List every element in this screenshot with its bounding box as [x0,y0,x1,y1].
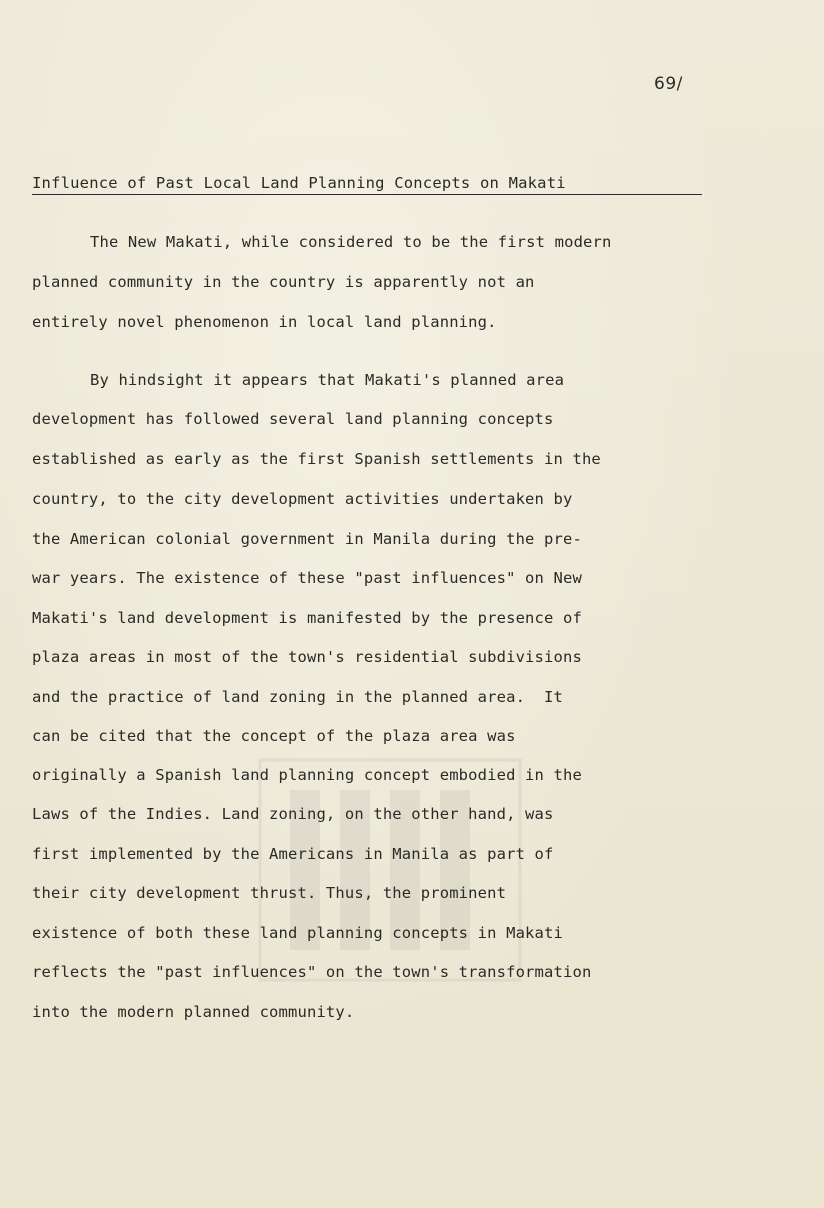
paragraph-line: By hindsight it appears that Makati's planned area [90,371,565,389]
paragraph-line: The New Makati, while considered to be the first modern [90,233,612,251]
paragraph-line: entirely novel phenomenon in local land planning. [32,313,497,331]
paragraph-line: established as early as the first Spanish settlements in the [32,450,601,468]
paragraph-line: originally a Spanish land planning concept embodied in the [32,766,582,784]
paragraph-line: Laws of the Indies. Land zoning, on the other hand, was [32,805,554,823]
paragraph-line: the American colonial government in Manila during the pre- [32,530,582,548]
paragraph-line: into the modern planned community. [32,1003,355,1021]
section-heading: Influence of Past Local Land Planning Concepts on Makati [32,174,702,195]
paragraph-line: plaza areas in most of the town's residential subdivisions [32,648,582,666]
page-number: 69/ [654,74,683,94]
paragraph-line: existence of both these land planning concepts in Makati [32,924,563,942]
paragraph-line: can be cited that the concept of the plaza area was [32,727,516,745]
paragraph-line: Makati's land development is manifested by the presence of [32,609,582,627]
paragraph-line: development has followed several land planning concepts [32,410,554,428]
paragraph-line: their city development thrust. Thus, the prominent [32,884,507,902]
paragraph-line: reflects the "past influences" on the town's transformation [32,963,592,981]
paragraph-line: planned community in the country is apparently not an [32,273,535,291]
paragraph-line: country, to the city development activities undertaken by [32,490,573,508]
paragraph-line: and the practice of land zoning in the planned area. It [32,688,563,706]
paragraph-line: first implemented by the Americans in Manila as part of [32,845,554,863]
paragraph-line: war years. The existence of these "past influences" on New [32,569,582,587]
